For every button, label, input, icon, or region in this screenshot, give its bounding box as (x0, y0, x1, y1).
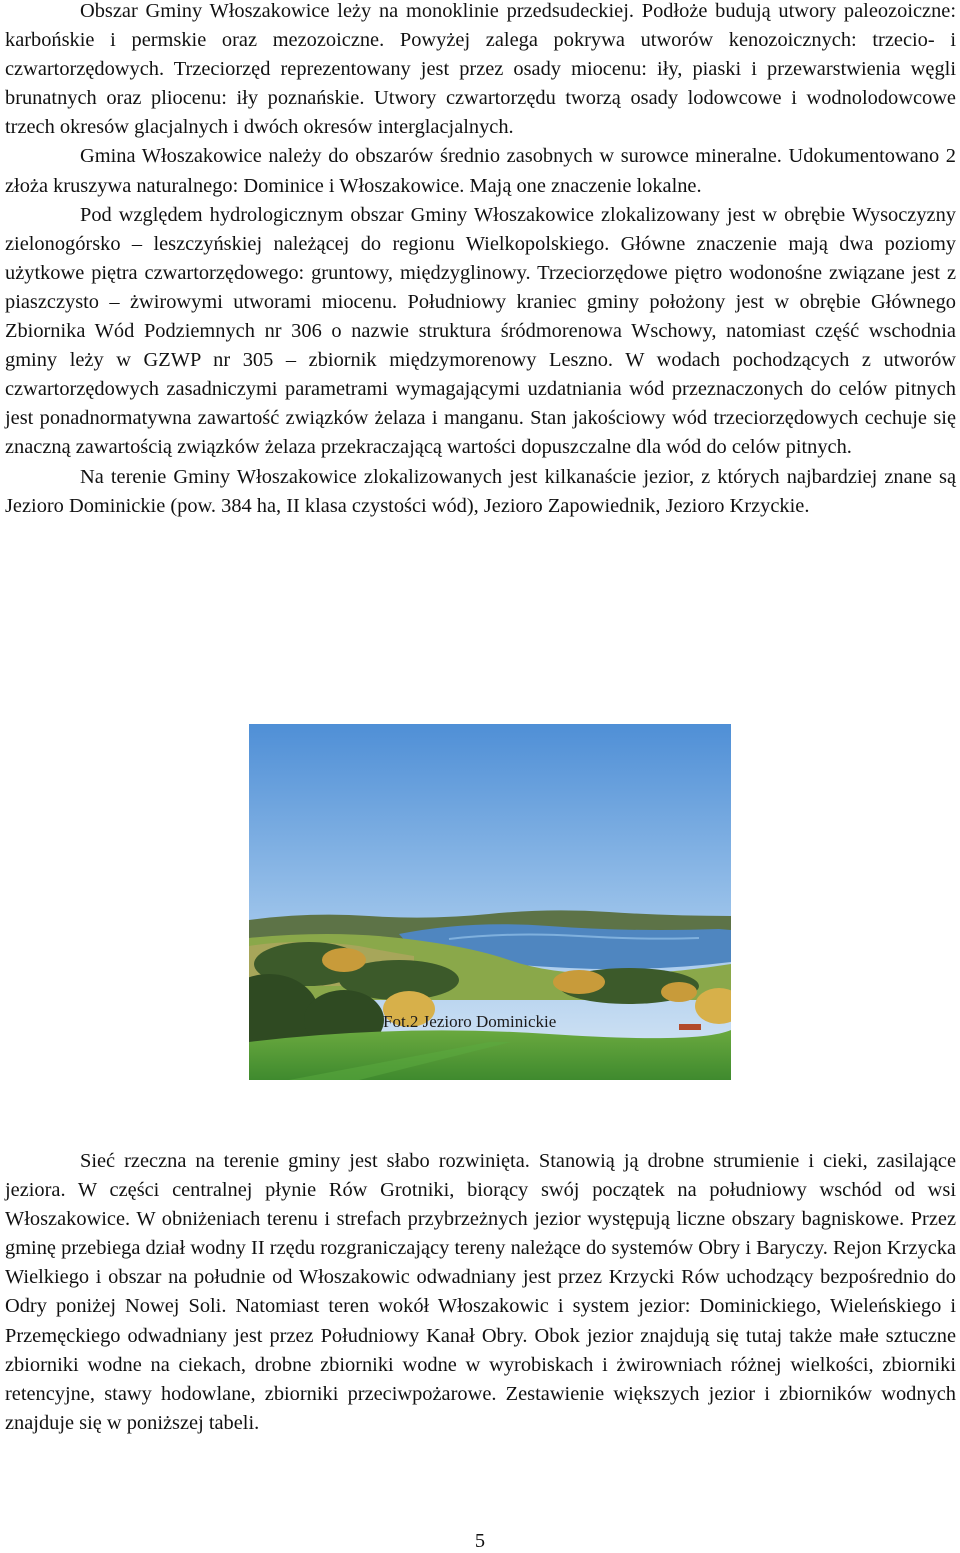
text-block-bottom (5, 1147, 956, 1438)
page-number: 5 (474, 1530, 486, 1552)
text-block-top (5, 0, 956, 521)
paragraph-lakes: Na terenie Gminy Włoszakowice zlokalizowanych jest kilkanaście jezior, z których najbardziej znane są Jezioro Dominickie (pow. 384 ha, II klasa czystości wód), Jezioro Zapowiednik, Jezioro Krzyckie. (5, 465, 956, 517)
paragraph-geology: Obszar Gminy Włoszakowice leży na monoklinie przedsudeckiej. Podłoże budują utwory paleozoiczne: karbońskie i permskie oraz mezozoiczne. Powyżej zalega pokrywa utworów kenozoicznych: trzecio- i czwartorzędowych. Trzeciorzęd reprezentowany jest przez osady miocenu: iły, piaski i przewarstwienia węgli brunatnych oraz pliocenu: iły poznańskie. Utwory czwartorzędu tworzą osady lodowcowe i wodnolodowcowe trzech okresów glacjalnych i dwóch okresów interglacjalnych. (5, 0, 956, 139)
paragraph-minerals: Gmina Włoszakowice należy do obszarów średnio zasobnych w surowce mineralne. Udokumentowano 2 złoża kruszywa naturalnego: Dominice i Włoszakowice. Mają one znaczenie lokalne. (5, 145, 956, 197)
photo-caption: Fot.2 Jezioro Dominickie (383, 1012, 557, 1031)
lake-photo (249, 724, 731, 1080)
paragraph-hydrology: Pod względem hydrologicznym obszar Gminy Włoszakowice zlokalizowany jest w obrębie Wysoczyzny zielonogórsko – leszczyńskiej należącej do regionu Wielkopolskiego. Główne znaczenie mają dwa poziomy użytkowe piętra czwartorzędowego: gruntowy, międzyglinowy. Trzeciorzędowe piętro wodonośne związane jest z piaszczysto – żwirowymi utworami miocenu. Południowy kraniec gminy położony jest w obrębie Głównego Zbiornika Wód Podziemnych nr 306 o nazwie struktura śródmorenowa Wschowy, natomiast część wschodnia gminy leży w GZWP nr 305 – zbiornik międzymorenowy Leszno. W wodach pochodzących z utworów czwartorzędowych zasadniczymi parametrami wymagającymi uzdatniania wód przeznaczonych do celów pitnych jest ponadnormatywna zawartość związków żelaza i manganu. Stan jakościowy wód trzeciorzędowych cechuje się znaczną zawartością związków żelaza przekraczającą wartości dopuszczalne dla wód do celów pitnych. (5, 203, 956, 459)
paragraph-rivers: Sieć rzeczna na terenie gminy jest słabo rozwinięta. Stanowią ją drobne strumienie i cieki, zasilające jeziora. W części centralnej płynie Rów Grotniki, biorący swój początek na południowy wschód od wsi Włoszakowice. W obniżeniach terenu i strefach przybrzeżnych jezior występują liczne obszary bagniskowe. Przez gminę przebiega dział wodny II rzędu rozgraniczający tereny należące do systemów Obry i Baryczy. Rejon Krzycka Wielkiego i obszar na południe od Włoszakowic odwadniany jest przez Krzycki Rów uchodzący bezpośrednio do Odry poniżej Nowej Soli. Natomiast teren wokół Włoszakowic i system jezior: Dominickiego, Wieleńskiego i Przemęckiego odwadniany jest przez Południowy Kanał Obry. Obok jezior znajdują się tutaj także małe sztuczne zbiorniki wodne na ciekach, drobne zbiorniki wodne w wyrobiskach i żwirowniach różnej wielkości, zbiorniki retencyjne, stawy hodowlane, zbiorniki przeciwpożarowe. Zestawienie większych jezior i zbiorników wodnych znajduje się w poniższej tabeli. (5, 1150, 956, 1434)
